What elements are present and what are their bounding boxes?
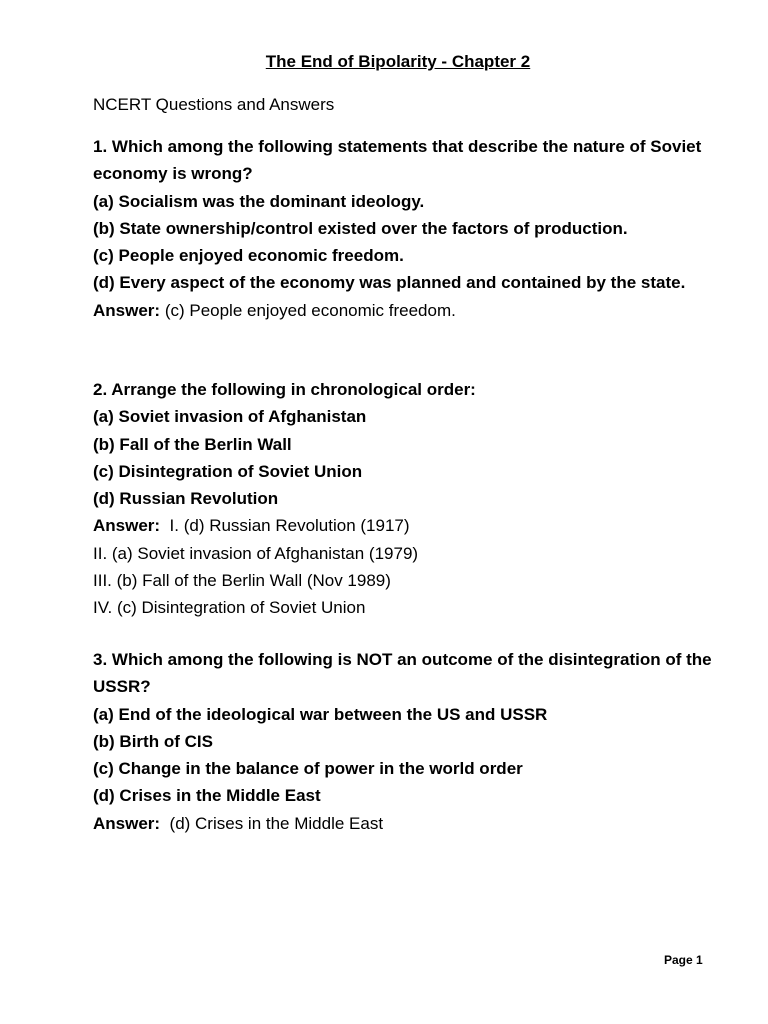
answer-text: I. (d) Russian Revolution (1917) bbox=[169, 516, 410, 536]
answer-line bbox=[93, 297, 723, 324]
answer-line bbox=[93, 512, 723, 539]
question-text: 1. Which among the following statements that describe the nature of Soviet economy is wrong? bbox=[93, 137, 702, 184]
answer-text: IV. (c) Disintegration of Soviet Union bbox=[93, 598, 366, 618]
question-block-1 bbox=[93, 133, 723, 324]
page-number: Page 1 bbox=[664, 953, 703, 967]
answer-text: (d) Crises in the Middle East bbox=[169, 813, 384, 833]
question-text: 3. Which among the following is NOT an outcome of the disintegration of the USSR? bbox=[93, 650, 712, 697]
option-a: (a) Soviet invasion of Afghanistan bbox=[93, 407, 367, 427]
answer-label: Answer: bbox=[93, 813, 161, 833]
answer-label: Answer: bbox=[93, 300, 161, 320]
option-c: (c) Change in the balance of power in the world order bbox=[93, 759, 523, 779]
question-block-3 bbox=[93, 646, 723, 837]
question-block-2 bbox=[93, 376, 723, 622]
answer-label: Answer: bbox=[93, 516, 161, 536]
option-b: (b) Fall of the Berlin Wall bbox=[93, 434, 292, 454]
answer-line bbox=[93, 810, 723, 837]
option-b: (b) State ownership/control existed over the factors of production. bbox=[93, 218, 628, 238]
option-c: (c) People enjoyed economic freedom. bbox=[93, 246, 404, 266]
answer-text: (c) People enjoyed economic freedom. bbox=[164, 300, 456, 320]
page-title: The End of Bipolarity - Chapter 2 bbox=[265, 52, 531, 71]
answer-text: III. (b) Fall of the Berlin Wall (Nov 1989) bbox=[93, 571, 391, 591]
option-a: (a) End of the ideological war between the US and USSR bbox=[93, 704, 548, 724]
page-subtitle: NCERT Questions and Answers bbox=[93, 95, 335, 114]
option-d: (d) Crises in the Middle East bbox=[93, 786, 321, 806]
question-text: 2. Arrange the following in chronological order: bbox=[93, 380, 476, 399]
answer-text: II. (a) Soviet invasion of Afghanistan (1979) bbox=[93, 543, 419, 563]
option-d: (d) Every aspect of the economy was planned and contained by the state. bbox=[93, 273, 686, 293]
option-a: (a) Socialism was the dominant ideology. bbox=[93, 191, 425, 211]
option-d: (d) Russian Revolution bbox=[93, 489, 279, 509]
option-c: (c) Disintegration of Soviet Union bbox=[93, 461, 363, 481]
option-b: (b) Birth of CIS bbox=[93, 731, 213, 751]
